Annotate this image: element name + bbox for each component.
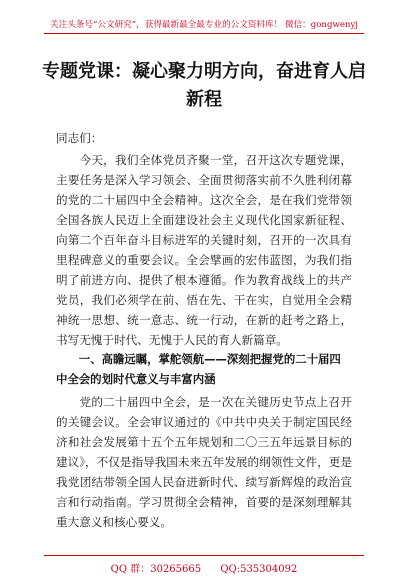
body-paragraph-1: [56, 150, 352, 350]
footer-qq-group: QQ 群：30265665: [110, 564, 202, 575]
document-title: 专题党课：凝心聚力明方向，奋进育人启新程: [42, 61, 366, 110]
section-heading-1: [56, 349, 352, 389]
paragraph-2-text: 党的二十届四中全会，是一次在关键历史节点上召开的关键会议。全会审议通过的《中共中央关于制定国民经济和社会发展第十五个五年规划和二〇三五年远景目标的建议》，不仅是指导我国未来五年发展的纲领性文件，更是我党团结带领全国人民奋进新时代、续写新辉煌的政治宣言和行动指南。学习贯彻全会精神，首要的是深刻理解其重大意义和核心要义。: [56, 395, 352, 529]
paragraph-1-text: 今天，我们全体党员齐聚一堂，召开这次专题党课，主要任务是深入学习领会、全面贯彻落实前不久胜利闭幕的党的二十届四中全会精神。这次全会，是在我们党带领全国各族人民迈上全面建设社会主义现代化国家新征程、向第二个百年奋斗目标进军的关键时刻，召开的一次具有里程碑意义的重要会议。全会擘画的宏伟蓝图，为我们指明了前进方向、提供了根本遵循。作为教育战线上的共产党员，我们必须学在前、悟在先、干在实，自觉用全会精神统一思想、统一意志、统一行动，在新的赶考之路上，书写无愧于时代、无愧于人民的育人新篇章。: [56, 153, 352, 347]
body-paragraph-2: [56, 392, 352, 532]
footer-divider: [44, 555, 364, 556]
salutation: 同志们：: [56, 131, 103, 145]
footer-contact: [0, 560, 408, 575]
footer-qq-contact: QQ:535304092: [220, 564, 298, 575]
header-promo-note: 关注头条号“公文研究”，获得最新最全最专业的公文资料库！ 微信：gongwenyj: [50, 20, 358, 30]
section-heading-text: 一、高瞻远瞩，掌舵领航——深刻把握党的二十届四中全会的划时代意义与丰富内涵: [56, 352, 341, 386]
header-divider: [44, 33, 364, 34]
